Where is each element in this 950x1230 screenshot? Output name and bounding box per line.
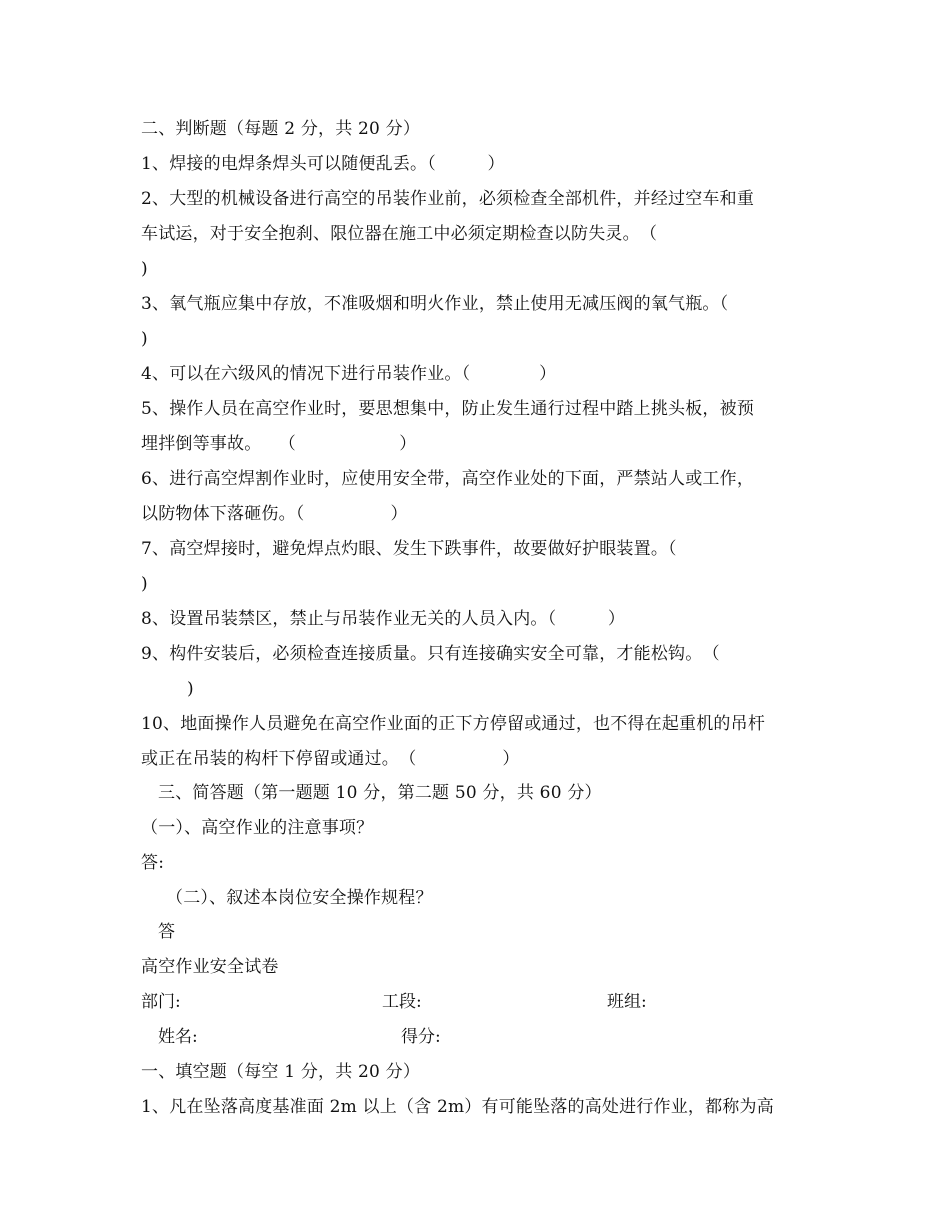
question-5-line-2: 埋拌倒等事故。 （ ） — [141, 434, 417, 454]
question-4: 4、可以在六级风的情况下进行吊装作业。（ ） — [141, 364, 557, 384]
section3-title: 三、简答题（第一题题 10 分，第二题 50 分，共 60 分） — [158, 783, 602, 803]
question-7-line-2: ) — [141, 574, 148, 594]
question-5-line-1: 5、操作人员在高空作业时，要思想集中，防止发生通行过程中踏上挑头板，被预 — [141, 399, 755, 419]
name-label: 姓名: — [158, 1027, 198, 1047]
short-answer-1-question: （一）、高空作业的注意事项？ — [141, 818, 374, 838]
question-7-line-1: 7、高空焊接时，避免焊点灼眼、发生下跌事件，故要做好护眼装置。（ — [141, 539, 677, 559]
question-10-line-2: 或正在吊装的构杆下停留或通过。 （ ） — [141, 749, 520, 769]
question-6-line-1: 6、进行高空焊割作业时，应使用安全带，高空作业处的下面，严禁站人或工作， — [141, 469, 755, 489]
question-3-line-1: 3、氧气瓶应集中存放，不准吸烟和明火作业，禁止使用无减压阀的氧气瓶。（ — [141, 294, 729, 314]
section2-title: 二、判断题（每题 2 分，共 20 分） — [141, 119, 421, 139]
department-label: 部门: — [141, 992, 181, 1012]
section-label: 工段: — [382, 992, 422, 1012]
question-8: 8、设置吊装禁区，禁止与吊装作业无关的人员入内。（ ） — [141, 609, 626, 629]
section1-title: 一、填空题（每空 1 分，共 20 分） — [141, 1062, 421, 1082]
question-2-line-1: 2、大型的机械设备进行高空的吊装作业前，必须检查全部机件，并经过空车和重 — [141, 189, 755, 209]
fill-question-1-line-1: 1、凡在坠落高度基准面 2m 以上（含 2m）有可能坠落的高处进行作业，都称为高 — [141, 1097, 774, 1117]
question-10-line-1: 10、地面操作人员避免在高空作业面的正下方停留或通过，也不得在起重机的吊杆 — [141, 714, 766, 734]
question-2-line-3: ) — [141, 259, 148, 279]
short-answer-1-answer: 答: — [141, 853, 165, 873]
question-9-line-1: 9、构件安装后，必须检查连接质量。只有连接确实安全可靠，才能松钩。 （ — [141, 644, 720, 664]
paper-title: 高空作业安全试卷 — [141, 957, 279, 977]
short-answer-2-question: （二）、叙述本岗位安全操作规程？ — [166, 888, 433, 908]
question-6-line-2: 以防物体下落砸伤。（ ） — [141, 504, 408, 524]
score-label: 得分: — [401, 1027, 441, 1047]
short-answer-2-answer: 答 — [158, 922, 176, 942]
team-label: 班组: — [607, 992, 647, 1012]
question-1: 1、焊接的电焊条焊头可以随便乱丢。（ ） — [141, 154, 505, 174]
question-3-line-2: ) — [141, 329, 148, 349]
question-2-line-2: 车试运，对于安全抱刹、限位器在施工中必须定期检查以防失灵。 （ — [141, 224, 658, 244]
question-9-line-2: ) — [187, 679, 194, 699]
